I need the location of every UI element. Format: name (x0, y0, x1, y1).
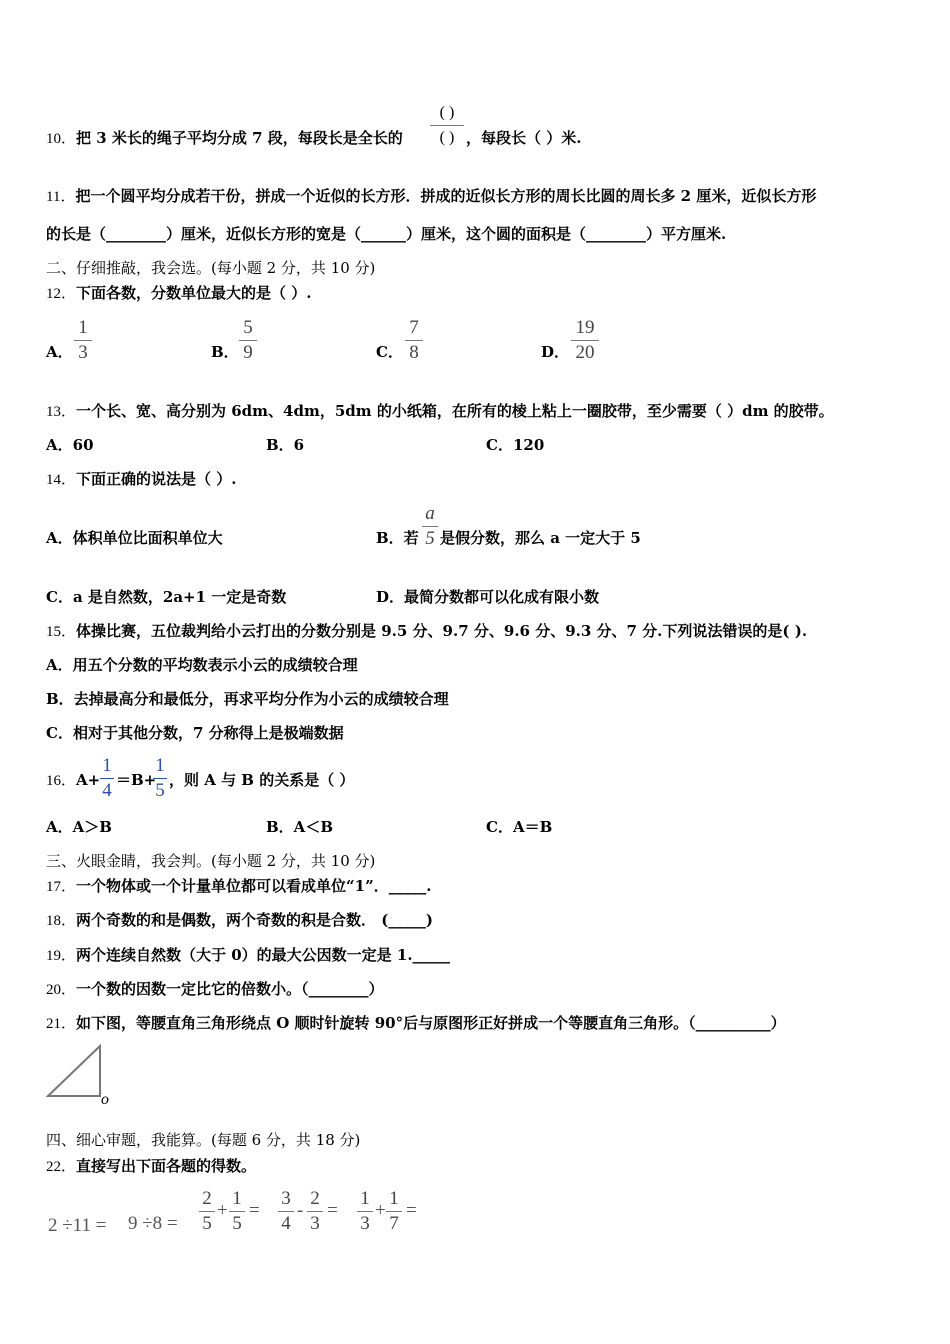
fraction (100, 755, 114, 802)
question-number: 10． (46, 131, 77, 147)
question-text: 把 3 米长的绳子平均分成 7 段，每段长是全长的 (76, 129, 403, 147)
question-21 (46, 1013, 786, 1034)
question-number: 21． (46, 1016, 77, 1032)
question-15 (46, 621, 807, 642)
question-number: 19． (46, 948, 77, 964)
fraction (405, 317, 423, 364)
option-b-text: 是假分数，那么 a 一定大于 5 (440, 529, 641, 547)
question-12 (46, 283, 311, 304)
fraction-numerator: 2 (202, 1188, 212, 1209)
point-o-label: o (101, 1091, 109, 1108)
equals: = (327, 1200, 338, 1221)
fraction-denominator: 8 (409, 342, 419, 363)
fraction-denominator: 9 (243, 342, 253, 363)
question-text-line2: 的长是（________）厘米，近似长方形的宽是（______）厘米，这个圆的面积是（________）平方厘米. (46, 225, 727, 243)
question-text: 一个数的因数一定比它的倍数小。（________） (76, 980, 384, 998)
question-number: 11． (46, 189, 76, 205)
fraction-denominator: 3 (78, 342, 88, 363)
question-number: 18． (46, 913, 77, 929)
option-c[interactable]: C．120 (486, 436, 545, 454)
fraction-numerator: 7 (409, 317, 419, 338)
question-text: 直接写出下面各题的得数。 (76, 1157, 257, 1175)
fraction-numerator: 2 (310, 1188, 320, 1209)
option-a[interactable]: A．A＞B (46, 818, 112, 836)
option-b[interactable]: B．6 (266, 436, 305, 454)
option-a[interactable]: A．体积单位比面积单位大 (46, 529, 223, 547)
question-number: 22． (46, 1159, 77, 1175)
option-b[interactable]: B．A＜B (266, 818, 333, 836)
question-18 (46, 910, 433, 931)
fraction-denominator: ( ) (439, 129, 455, 146)
option-c[interactable]: C．a 是自然数，2a+1 一定是奇数 (46, 588, 287, 606)
question-number: 17． (46, 879, 77, 895)
question-number: 20． (46, 982, 77, 998)
option-a[interactable]: A． (46, 343, 73, 361)
fraction-numerator: a (425, 503, 435, 524)
section-title: 四、细心审题，我能算。(每题 6 分，共 18 分) (46, 1131, 361, 1149)
fraction-denominator: 4 (102, 780, 112, 801)
fraction-denominator: 3 (360, 1213, 370, 1234)
fraction-numerator: 1 (78, 317, 88, 338)
fraction (422, 503, 438, 550)
question-16 (46, 770, 100, 791)
question-22 (46, 1156, 256, 1177)
question-14 (46, 469, 236, 490)
fraction-blank (430, 102, 464, 149)
question-number: 16． (46, 773, 77, 789)
option-a[interactable]: A．60 (46, 436, 94, 454)
operator: + (375, 1200, 386, 1221)
question-text-cont: ，每段长（ ）米. (466, 129, 582, 147)
expr-part: A+ (76, 771, 101, 789)
fraction (307, 1188, 323, 1235)
question-13 (46, 401, 834, 422)
fraction-numerator: 1 (155, 755, 165, 776)
question-number: 13． (46, 404, 77, 420)
question-text: 两个奇数的和是偶数，两个奇数的积是合数． (_____) (76, 911, 433, 929)
fraction (153, 755, 167, 802)
fraction-numerator: 1 (360, 1188, 370, 1209)
question-11 (46, 186, 816, 207)
fraction (199, 1188, 215, 1235)
calc-item: 2 ÷11 = (48, 1215, 107, 1236)
equals: = (249, 1200, 260, 1221)
question-text: 如下图，等腰直角三角形绕点 O 顺时针旋转 90°后与原图形正好拼成一个等腰直角三角形。（__________） (76, 1014, 786, 1032)
option-a[interactable]: A．用五个分数的平均数表示小云的成绩较合理 (46, 656, 358, 674)
fraction (229, 1188, 245, 1235)
fraction-denominator: 20 (575, 342, 595, 363)
fraction (571, 317, 599, 364)
question-19 (46, 945, 450, 966)
fraction-denominator: 5 (425, 528, 435, 549)
option-c[interactable]: C．相对于其他分数，7 分称得上是极端数据 (46, 724, 344, 742)
isosceles-right-triangle (48, 1046, 100, 1096)
calc-item: 9 ÷8 = (128, 1213, 178, 1234)
question-text: 一个长、宽、高分别为 6dm、4dm，5dm 的小纸箱，在所有的棱上粘上一圈胶带，至少需要（ ）dm 的胶带。 (76, 402, 834, 420)
fraction-numerator: 3 (281, 1188, 291, 1209)
fraction-numerator: 19 (575, 317, 595, 338)
fraction-denominator: 7 (389, 1213, 399, 1234)
question-number: 15． (46, 624, 77, 640)
fraction-numerator: ( ) (439, 104, 455, 121)
fraction-denominator: 4 (281, 1213, 291, 1234)
question-17 (46, 876, 431, 897)
section-title: 二、仔细推敲，我会选。(每小题 2 分，共 10 分) (46, 259, 376, 277)
fraction (357, 1188, 373, 1235)
question-text: 两个连续自然数（大于 0）的最大公因数一定是 1._____ (76, 946, 451, 964)
fraction (278, 1188, 294, 1235)
fraction-denominator: 3 (310, 1213, 320, 1234)
operator: - (297, 1200, 304, 1221)
fraction-numerator: 1 (389, 1188, 399, 1209)
fraction (386, 1188, 402, 1235)
question-number: 12． (46, 286, 77, 302)
section-title: 三、火眼金睛，我会判。(每小题 2 分，共 10 分) (46, 852, 376, 870)
fraction-numerator: 1 (232, 1188, 242, 1209)
fraction-numerator: 5 (243, 317, 253, 338)
fraction (239, 317, 257, 364)
equals: = (406, 1200, 417, 1221)
question-text: 一个物体或一个计量单位都可以看成单位“1”．_____. (76, 877, 432, 895)
option-b[interactable]: B． (211, 343, 239, 361)
question-text: ，则 A 与 B 的关系是（ ） (169, 771, 355, 789)
question-text: 把一个圆平均分成若干份，拼成一个近似的长方形．拼成的近似长方形的周长比圆的周长多 2 厘米，近似长方形 (75, 187, 817, 205)
expr-part: ＝B+ (116, 771, 157, 789)
question-number: 14． (46, 472, 77, 488)
option-b[interactable]: B．若 (376, 529, 419, 547)
question-text: 下面各数，分数单位最大的是（ ）. (76, 284, 312, 302)
fraction-denominator: 5 (155, 780, 165, 801)
fraction-numerator: 1 (102, 755, 112, 776)
option-c[interactable]: C． (376, 343, 403, 361)
option-d[interactable]: D．最简分数都可以化成有限小数 (376, 588, 600, 606)
fraction-denominator: 5 (232, 1213, 242, 1234)
option-d[interactable]: D． (541, 343, 570, 361)
question-text: 体操比赛，五位裁判给小云打出的分数分别是 9.5 分、9.7 分、9.6 分、9.3 分、7 分.下列说法错误的是( ). (76, 622, 808, 640)
question-text: 下面正确的说法是（ ）. (76, 470, 237, 488)
option-c[interactable]: C．A＝B (486, 818, 553, 836)
operator: + (217, 1200, 228, 1221)
fraction-denominator: 5 (202, 1213, 212, 1234)
question-20 (46, 979, 384, 1000)
option-b[interactable]: B．去掉最高分和最低分，再求平均分作为小云的成绩较合理 (46, 690, 449, 708)
question-10 (46, 128, 403, 149)
fraction (74, 317, 92, 364)
